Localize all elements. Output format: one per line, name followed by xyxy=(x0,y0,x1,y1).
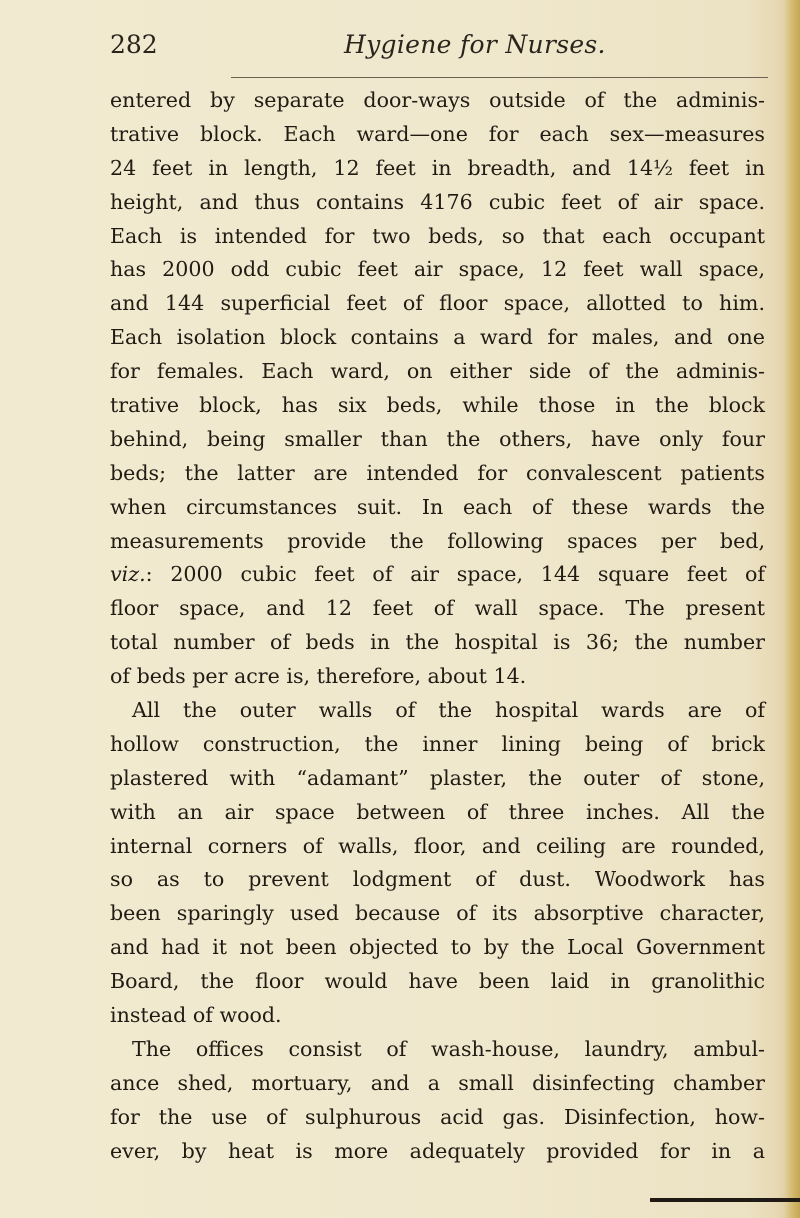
text-line: internal corners of walls, floor, and ceiling are rounded, xyxy=(110,833,765,858)
text-line: height, and thus contains 4176 cubic feet of air space. xyxy=(110,189,765,214)
viz-abbreviation: viz. xyxy=(110,562,146,587)
text-line: measurements provide the following spaces per bed, xyxy=(110,528,765,553)
text-line: entered by separate door-ways outside of the adminis- xyxy=(110,88,765,112)
text-line: floor space, and 12 feet of wall space. The present xyxy=(110,596,765,621)
text-line: instead of wood. xyxy=(110,1003,282,1028)
text-line: when circumstances suit. In each of these wards the xyxy=(110,494,765,519)
text-line: trative block. Each ward—one for each sex—measures xyxy=(110,121,765,146)
text-line: has 2000 odd cubic feet air space, 12 feet wall space, xyxy=(110,257,765,282)
body-text xyxy=(110,84,765,1169)
text-line: hollow construction, the inner lining being of brick xyxy=(110,731,765,756)
text-line: Board, the floor would have been laid in granolithic xyxy=(110,969,765,994)
text-line: and 144 superficial feet of floor space, allotted to him. xyxy=(110,291,765,316)
paragraph-start-line: The offices consist of wash-house, laundry, ambul- xyxy=(132,1036,765,1061)
text-line: beds; the latter are intended for convalescent patients xyxy=(110,460,765,485)
text-line: for females. Each ward, on either side of the adminis- xyxy=(110,359,765,384)
text-line: Each is intended for two beds, so that each occupant xyxy=(110,223,765,248)
text-line: of beds per acre is, therefore, about 14. xyxy=(110,664,527,689)
text-line: trative block, has six beds, while those in the block xyxy=(110,393,765,418)
text-line: behind, being smaller than the others, have only four xyxy=(110,426,765,451)
page-header xyxy=(92,30,762,64)
bottom-edge-rule xyxy=(650,1198,800,1202)
text-line: ance shed, mortuary, and a small disinfecting chamber xyxy=(110,1070,765,1095)
viz-line-rest: : 2000 cubic feet of air space, 144 square feet of xyxy=(145,562,765,587)
text-line: and had it not been objected to by the Local Government xyxy=(110,935,765,960)
running-title: Hygiene for Nurses. xyxy=(344,30,606,59)
text-line: so as to prevent lodgment of dust. Woodwork has xyxy=(110,867,765,892)
paragraph-start-line: All the outer walls of the hospital wards are of xyxy=(132,698,765,723)
text-line: for the use of sulphurous acid gas. Disinfection, how- xyxy=(110,1104,765,1129)
header-rule xyxy=(231,77,768,78)
text-line: 24 feet in length, 12 feet in breadth, and 14½ feet in xyxy=(110,155,765,180)
text-line: ever, by heat is more adequately provided for in a xyxy=(110,1138,765,1163)
text-line-viz xyxy=(110,558,765,592)
text-line: with an air space between of three inches. All the xyxy=(110,799,765,824)
page-number: 282 xyxy=(110,30,158,59)
text-line: been sparingly used because of its absorptive character, xyxy=(110,901,765,926)
page-edge-shadow xyxy=(784,0,800,1218)
text-line: Each isolation block contains a ward for males, and one xyxy=(110,325,765,350)
text-line: plastered with “adamant” plaster, the outer of stone, xyxy=(110,765,765,790)
text-line: total number of beds in the hospital is 36; the number xyxy=(110,630,765,655)
